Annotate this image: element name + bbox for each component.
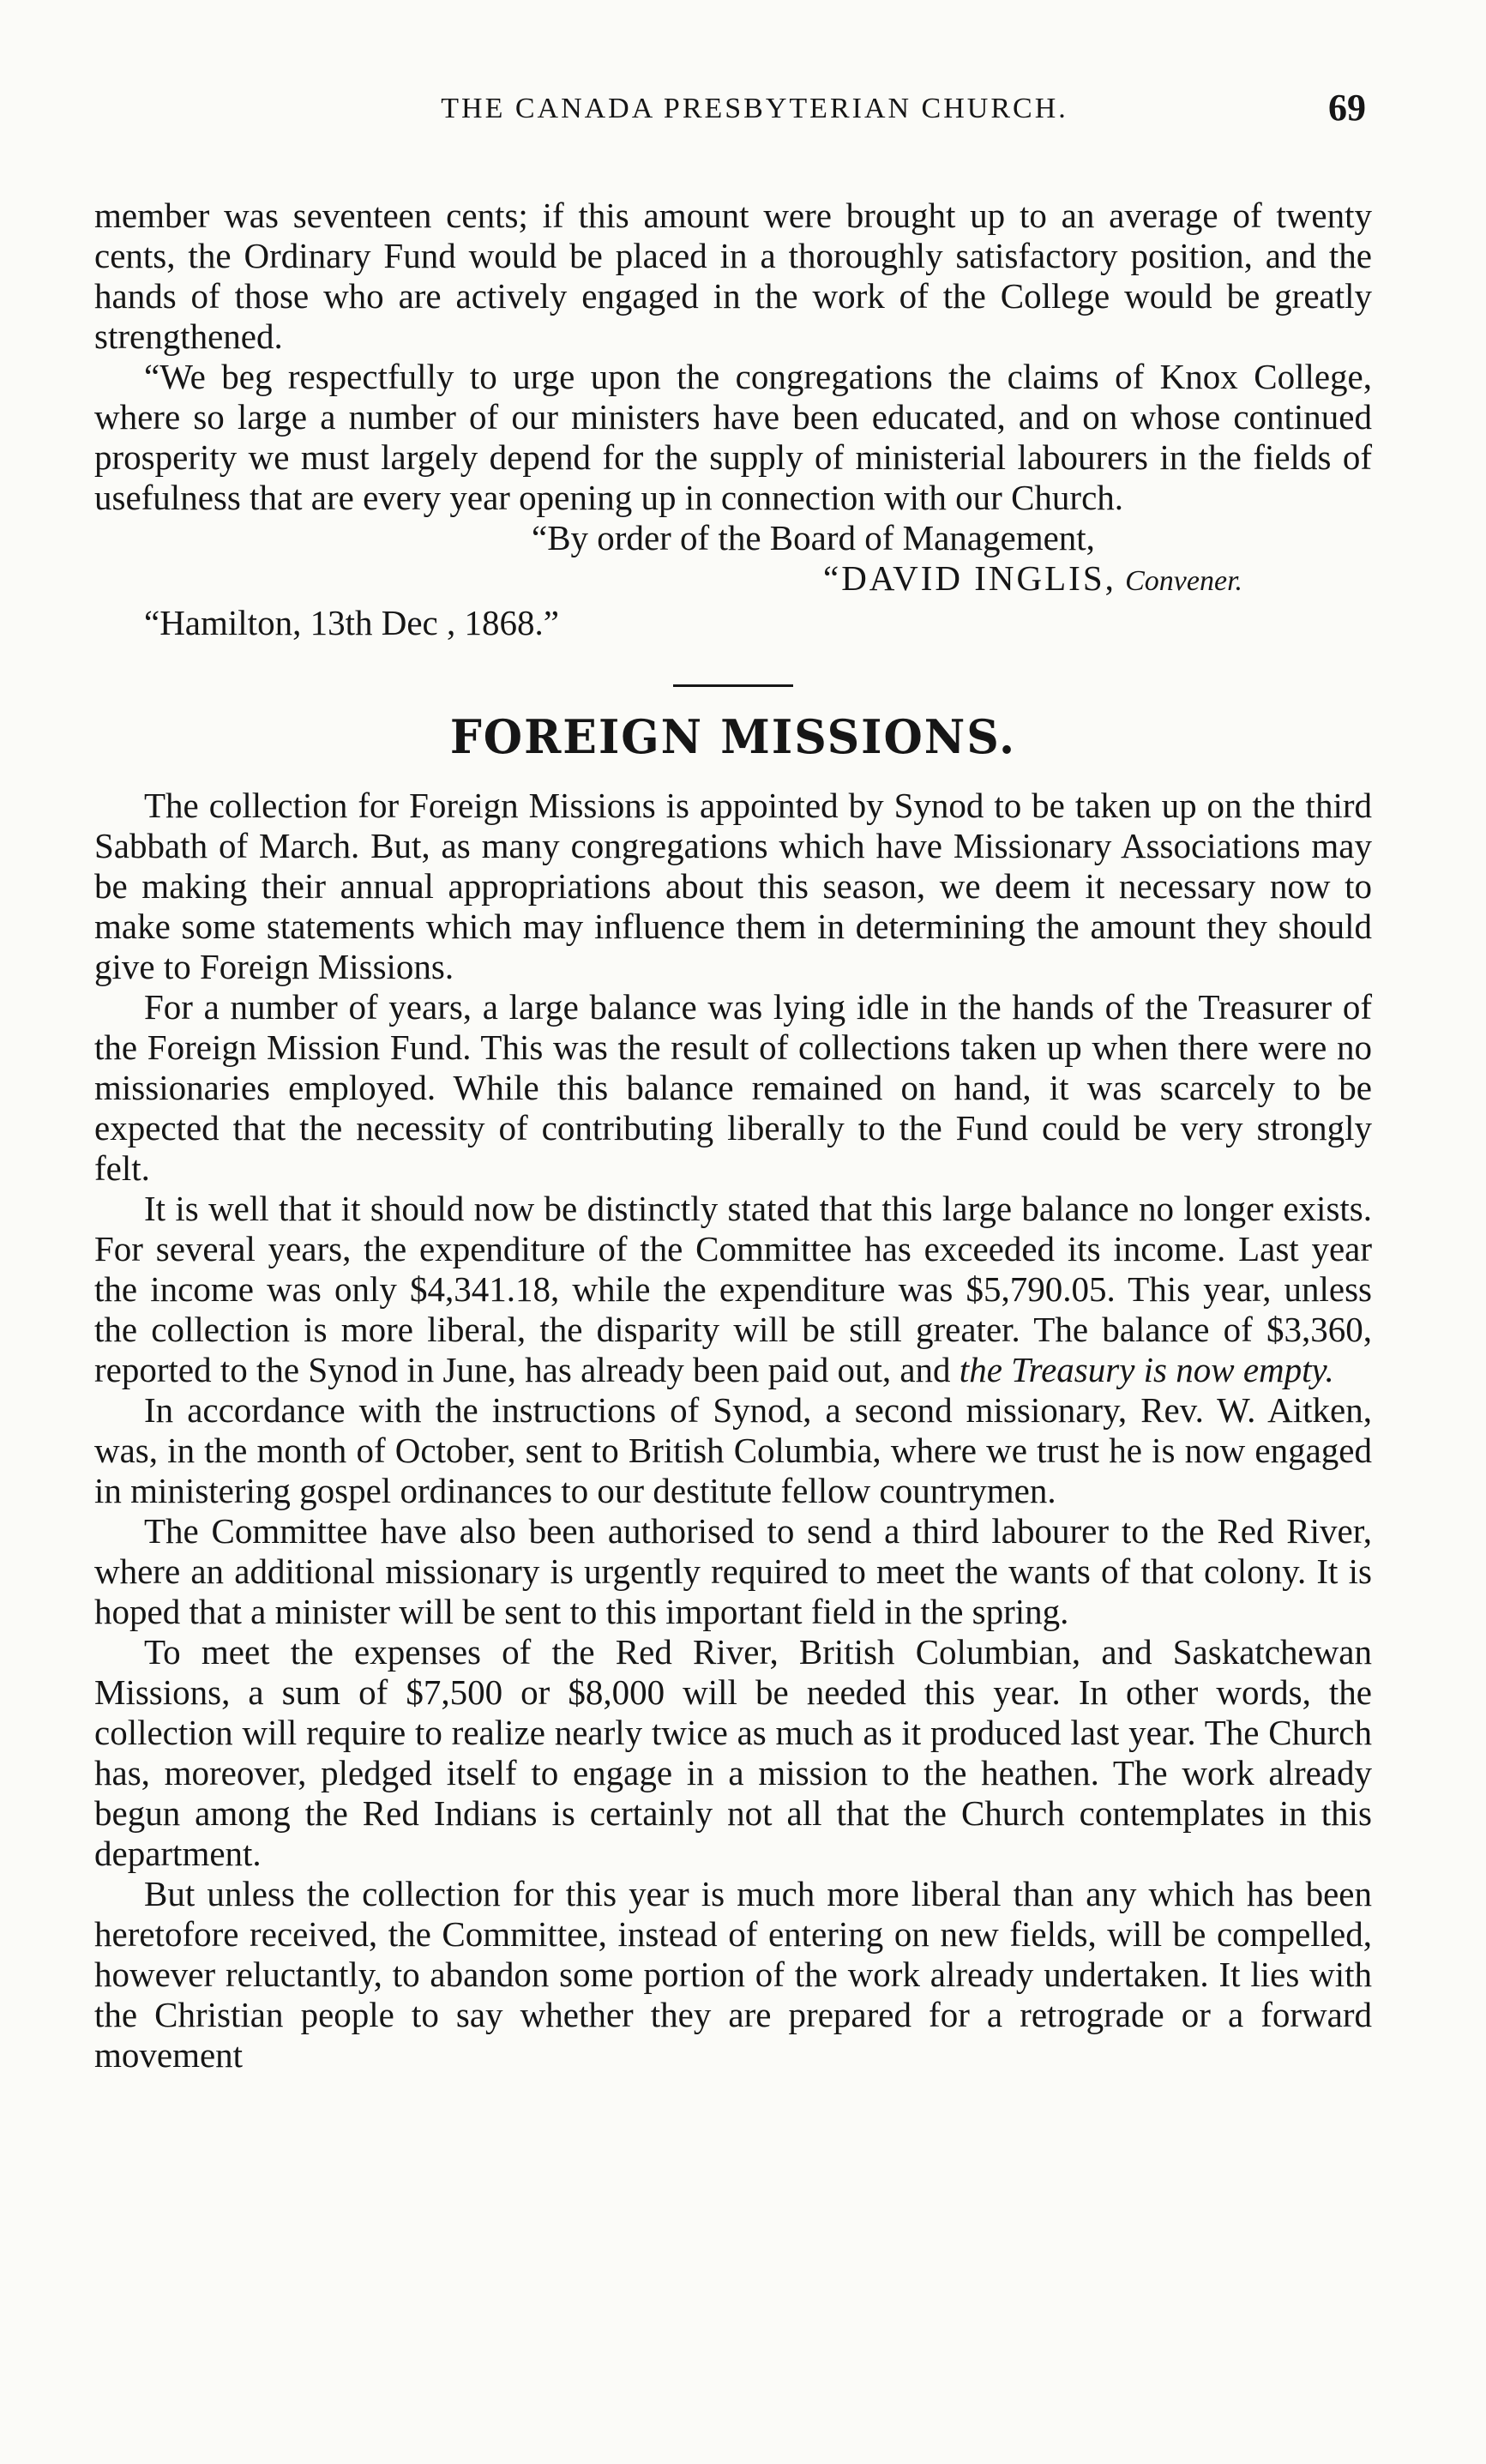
missions-paragraph-1: The collection for Foreign Missions is appointed by Synod to be taken up on the third Sabbath of March. But, as many congregations which have Missionary Associations may be making their annual appropriations about this season, we deem it necessary now to make some statements which may influence them in determining the amount they should give to Foreign Missions. [94,786,1372,986]
college-paragraph-2: “We beg respectfully to urge upon the congregations the claims of Knox College, where so large a number of our ministers have been educated, and on whose continued prosperity we must largely depend for the supply of ministerial labourers in the fields of usefulness that are every year opening up in connection with our Church. [94,357,1372,517]
college-paragraph-1: member was seventeen cents; if this amount were brought up to an average of twenty cents, the Ordinary Fund would be placed in a thoroughly satisfactory position, and the hands of those who are actively engaged in the work of the College would be greatly strengthened. [94,196,1372,356]
missions-paragraph-2: For a number of years, a large balance was lying idle in the hands of the Treasurer of the Foreign Mission Fund. This was the result of collections taken up when there were no missionaries employed. While this balance remained on hand, it was scarcely to be expected that the necessity of contributing liberally to the Fund could be very strongly felt. [94,987,1372,1188]
signature-name: “DAVID INGLIS, [823,558,1116,598]
missions-paragraph-3-text: It is well that it should now be distinctly stated that this large balance no longer exists. For several years, the expenditure of the Committee has exceeded its income. Last year the income was only $4,341.18, while the expenditure was $5,790.05. This year, unless the collection is more liberal, the disparity will be still greater. The balance of $3,360, reported to the Synod in June, has already been paid out, and [94,1189,1372,1389]
section-heading: FOREIGN MISSIONS. [449,709,1017,765]
section-divider [673,684,793,687]
page-number: 69 [1328,87,1366,129]
running-head: THE CANADA PRESBYTERIAN CHURCH. [441,93,1068,124]
signature-block [94,558,1372,601]
signature-role: Convener. [1125,565,1243,597]
missions-paragraph-7: But unless the collection for this year is much more liberal than any which has been heretofore received, the Committee, instead of entering on new fields, will be compelled, however reluctantly, to abandon some portion of the work already undertaken. It lies with the Christian people to say whether they are prepared for a retrograde or a forward movement [94,1874,1372,2075]
missions-paragraph-3-emphasis: the Treasury is now empty. [959,1350,1334,1389]
missions-paragraph-6: To meet the expenses of the Red River, British Columbian, and Saskatchewan Missions, a sum of $7,500 or $8,000 will be needed this year. In other words, the collection will require to realize nearly twice as much as it produced last year. The Church has, moreover, pledged itself to engage in a mission to the heathen. The work already begun among the Red Indians is certainly not all that the Church contemplates in this department. [94,1632,1372,1873]
page-body [94,196,1372,2075]
missions-paragraph-4: In accordance with the instructions of Synod, a second missionary, Rev. W. Aitken, was, in the month of October, sent to British Columbia, where we trust he is now engaged in ministering gospel ordinances to our destitute fellow countrymen. [94,1390,1372,1510]
dateline: “Hamilton, 13th Dec , 1868.” [144,603,559,642]
missions-paragraph-5: The Committee have also been authorised to send a third labourer to the Red River, where an additional missionary is urgently required to meet the wants of that colony. It is hoped that a minister will be sent to this important field in the spring. [94,1511,1372,1631]
missions-paragraph-3 [94,1189,1372,1390]
signature-line: “By order of the Board of Management, [532,518,1095,557]
